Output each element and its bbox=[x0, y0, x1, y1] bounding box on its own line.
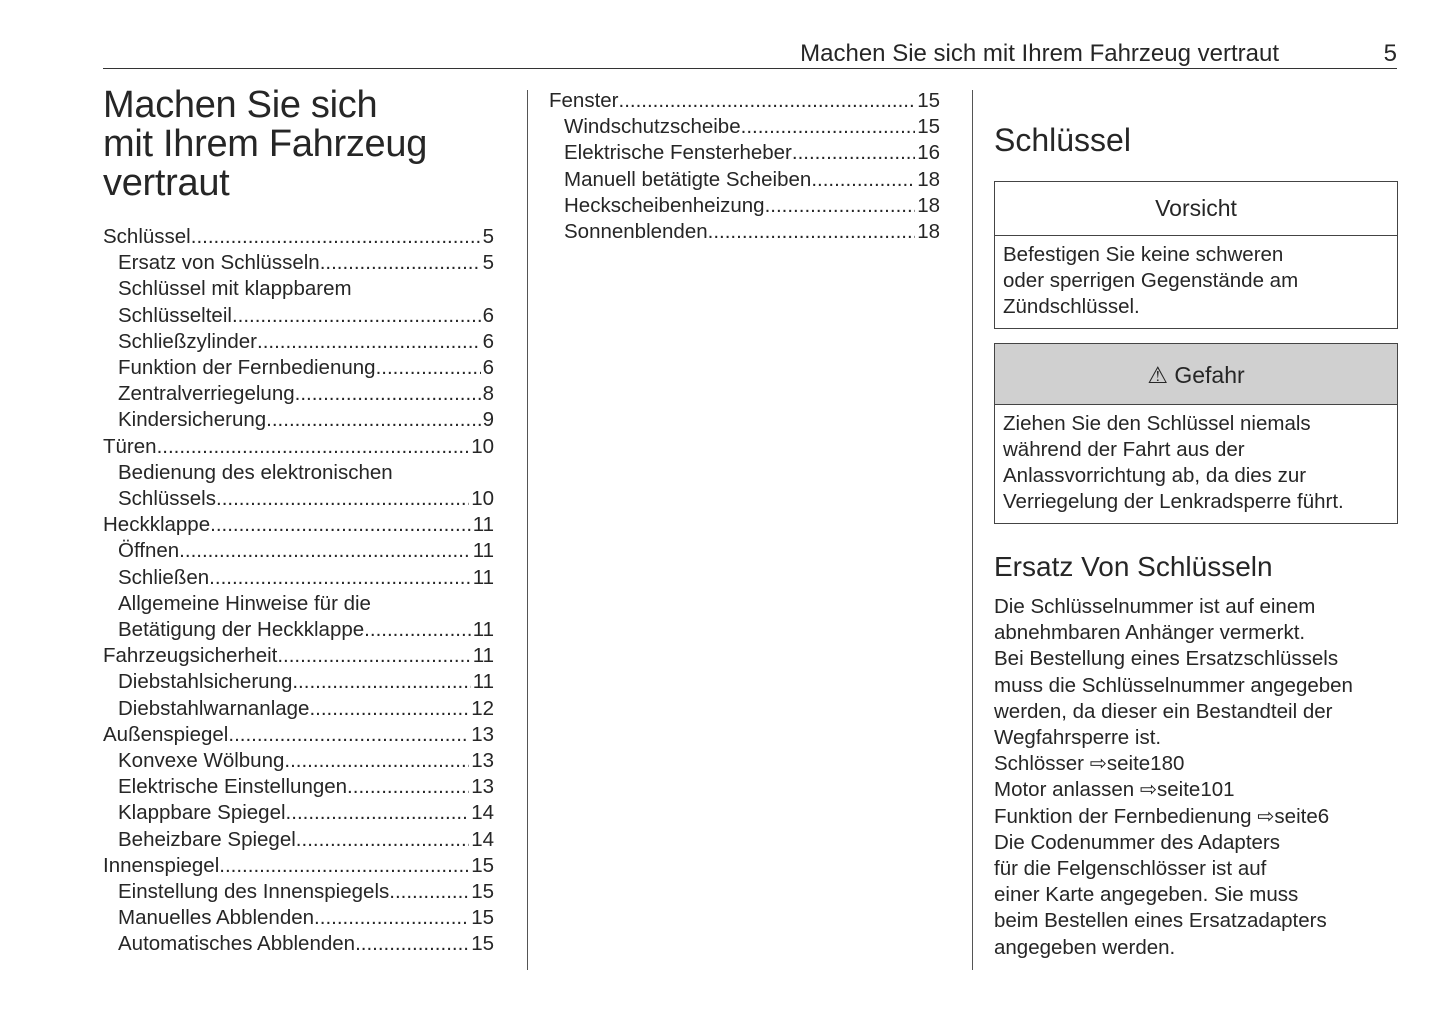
toc-entry-page: 14 bbox=[471, 827, 494, 851]
caution-box bbox=[994, 181, 1398, 329]
text-line: Bei Bestellung eines Ersatzschlüssels bbox=[994, 647, 1339, 671]
dot-leader bbox=[314, 905, 469, 931]
toc-entry-page: 15 bbox=[471, 906, 494, 930]
dot-leader bbox=[257, 329, 481, 355]
danger-header bbox=[995, 344, 1397, 405]
toc-entry-lead: Allgemeine Hinweise für die bbox=[118, 591, 371, 615]
toc-entry[interactable] bbox=[103, 355, 494, 381]
toc-entry-page: 18 bbox=[917, 193, 940, 217]
toc-entry-page: 8 bbox=[482, 382, 494, 406]
toc-entry-text: Einstellung des Innenspiegels bbox=[118, 880, 390, 904]
column-divider bbox=[972, 90, 973, 970]
toc-entry-text: Kindersicherung bbox=[118, 408, 267, 432]
dot-leader bbox=[209, 565, 471, 591]
page-number: 5 bbox=[1383, 40, 1397, 67]
toc-entry-text: Schlüsselteil bbox=[118, 303, 232, 327]
dot-leader bbox=[232, 303, 481, 329]
dot-leader bbox=[266, 407, 480, 433]
toc-entry-page: 11 bbox=[472, 670, 494, 694]
toc-entry[interactable] bbox=[103, 853, 494, 879]
toc-entry[interactable] bbox=[103, 905, 494, 931]
toc-entry-text: Diebstahlwarnanlage bbox=[118, 696, 310, 720]
dot-leader bbox=[295, 381, 481, 407]
toc-entry-text: Betätigung der Heckklappe bbox=[118, 618, 365, 642]
chapter-title bbox=[103, 86, 427, 203]
toc-entry[interactable] bbox=[103, 669, 494, 695]
text-line: Motor anlassen ⇨seite101 bbox=[994, 778, 1235, 802]
toc-entry-page: 14 bbox=[471, 801, 494, 825]
running-header bbox=[103, 38, 1397, 69]
toc-entry[interactable] bbox=[103, 512, 494, 538]
column-divider bbox=[527, 90, 528, 970]
toc-entry-page: 13 bbox=[471, 749, 494, 773]
toc-entry-text: Fahrzeugsicherheit bbox=[103, 644, 278, 668]
toc-entry[interactable] bbox=[103, 224, 494, 250]
danger-text bbox=[995, 405, 1397, 523]
dot-leader bbox=[708, 219, 916, 245]
toc-entry-text: Fenster bbox=[549, 89, 619, 112]
toc-entry-text: Beheizbare Spiegel bbox=[118, 827, 296, 851]
dot-leader bbox=[284, 748, 469, 774]
section-title: Schlüssel bbox=[994, 122, 1131, 158]
text-line: muss die Schlüsselnummer angegeben bbox=[994, 673, 1353, 697]
dot-leader bbox=[179, 538, 471, 564]
dot-leader bbox=[219, 853, 469, 879]
toc-entry-lead: Bedienung des elektronischen bbox=[118, 460, 393, 484]
text-line: für die Felgenschlösser ist auf bbox=[994, 857, 1267, 881]
toc-entry-page: 11 bbox=[472, 618, 494, 642]
dot-leader bbox=[792, 140, 915, 166]
toc-entry[interactable] bbox=[103, 879, 494, 905]
text-line: angegeben werden. bbox=[994, 935, 1176, 959]
toc-entry-text: Elektrische Fensterheber bbox=[564, 141, 792, 165]
dot-leader bbox=[376, 355, 481, 381]
toc-entry-text: Konvexe Wölbung bbox=[118, 749, 285, 773]
toc-entry[interactable] bbox=[103, 774, 494, 800]
dot-leader bbox=[292, 669, 470, 695]
toc-entry-page: 15 bbox=[917, 115, 940, 139]
toc-entry[interactable] bbox=[103, 643, 494, 669]
toc-entry[interactable] bbox=[103, 565, 494, 591]
dot-leader bbox=[355, 931, 469, 957]
toc-entry-text: Manuell betätigte Scheiben bbox=[564, 167, 812, 191]
caution-title: Vorsicht bbox=[995, 182, 1397, 236]
dot-leader bbox=[765, 193, 916, 219]
dot-leader bbox=[347, 774, 469, 800]
toc-entry[interactable] bbox=[103, 538, 494, 564]
toc-entry-page: 9 bbox=[482, 408, 494, 432]
toc-entry-text: Klappbare Spiegel bbox=[118, 801, 286, 825]
dot-leader bbox=[191, 224, 481, 250]
text-line: Befestigen Sie keine schweren bbox=[1003, 243, 1284, 266]
title-line: mit Ihrem Fahrzeug bbox=[103, 123, 428, 165]
toc-entry-page: 6 bbox=[482, 356, 494, 380]
toc-entry[interactable] bbox=[103, 931, 494, 957]
toc-entry-page: 13 bbox=[471, 775, 494, 799]
toc-entry-text: Windschutzscheibe bbox=[564, 115, 741, 139]
title-line: Machen Sie sich bbox=[103, 84, 378, 126]
toc-entry[interactable] bbox=[103, 303, 494, 329]
toc-entry-text: Heckklappe bbox=[103, 513, 211, 537]
toc-entry-page: 13 bbox=[471, 722, 494, 746]
toc-entry-page: 5 bbox=[482, 251, 494, 275]
text-line: Schlösser ⇨seite180 bbox=[994, 752, 1185, 776]
toc-entry[interactable] bbox=[549, 167, 940, 193]
dot-leader bbox=[277, 643, 470, 669]
toc-entry-text: Außenspiegel bbox=[103, 722, 229, 746]
toc-entry-page: 15 bbox=[471, 880, 494, 904]
toc-entry-text: Schließzylinder bbox=[118, 329, 257, 353]
body-paragraph bbox=[994, 594, 1353, 961]
toc-entry[interactable] bbox=[103, 434, 494, 460]
toc-entry[interactable] bbox=[103, 250, 494, 276]
dot-leader bbox=[619, 88, 916, 114]
text-line: Anlassvorrichtung ab, da dies zur bbox=[1003, 464, 1307, 487]
text-line: während der Fahrt aus der bbox=[1003, 438, 1245, 461]
subsection-title: Ersatz Von Schlüsseln bbox=[994, 551, 1273, 582]
toc-entry[interactable] bbox=[549, 140, 940, 166]
toc-middle bbox=[549, 88, 940, 245]
toc-entry-page: 11 bbox=[472, 539, 494, 563]
text-line: Funktion der Fernbedienung ⇨seite6 bbox=[994, 804, 1330, 828]
text-line: Zündschlüssel. bbox=[1003, 295, 1140, 318]
dot-leader bbox=[389, 879, 469, 905]
toc-entry-text: Zentralverriegelung bbox=[118, 382, 295, 406]
toc-entry-page: 12 bbox=[471, 696, 494, 720]
text-line: einer Karte angegeben. Sie muss bbox=[994, 883, 1299, 907]
toc-entry-text: Automatisches Abblenden bbox=[118, 932, 356, 956]
text-line: Ziehen Sie den Schlüssel niemals bbox=[1003, 412, 1311, 435]
toc-left bbox=[103, 224, 494, 958]
dot-leader bbox=[286, 800, 470, 826]
toc-entry-text: Öffnen bbox=[118, 539, 180, 563]
toc-entry[interactable] bbox=[103, 696, 494, 722]
toc-entry[interactable] bbox=[103, 827, 494, 853]
text-line: abnehmbaren Anhänger vermerkt. bbox=[994, 621, 1306, 645]
dot-leader bbox=[216, 486, 469, 512]
toc-entry-text: Heckscheibenheizung bbox=[564, 193, 765, 217]
toc-entry[interactable] bbox=[549, 88, 940, 114]
warning-icon: ⚠ bbox=[1147, 362, 1168, 388]
toc-entry-text: Schlüssels bbox=[118, 487, 216, 511]
text-line: Die Codenummer des Adapters bbox=[994, 830, 1281, 854]
text-line: Wegfahrsperre ist. bbox=[994, 726, 1162, 750]
toc-entry[interactable] bbox=[549, 219, 940, 245]
toc-entry-page: 18 bbox=[917, 220, 940, 244]
toc-entry[interactable] bbox=[103, 748, 494, 774]
dot-leader bbox=[364, 617, 471, 643]
toc-entry[interactable] bbox=[549, 193, 940, 219]
toc-entry-text: Funktion der Fernbedienung bbox=[118, 356, 376, 380]
toc-entry-text: Ersatz von Schlüsseln bbox=[118, 251, 320, 275]
toc-entry-text: Türen bbox=[103, 434, 157, 458]
toc-entry[interactable] bbox=[103, 800, 494, 826]
toc-entry[interactable] bbox=[103, 329, 494, 355]
toc-entry-page: 15 bbox=[471, 853, 494, 877]
toc-entry-page: 16 bbox=[917, 141, 940, 165]
dot-leader bbox=[296, 827, 469, 853]
toc-entry-page: 5 bbox=[482, 225, 494, 248]
toc-entry[interactable] bbox=[103, 617, 494, 643]
toc-entry[interactable] bbox=[103, 381, 494, 407]
toc-entry-text: Innenspiegel bbox=[103, 853, 220, 877]
toc-entry-page: 6 bbox=[482, 329, 494, 353]
toc-entry-page: 6 bbox=[482, 303, 494, 327]
toc-entry[interactable] bbox=[103, 486, 494, 512]
toc-entry-page: 11 bbox=[472, 513, 494, 537]
dot-leader bbox=[228, 722, 469, 748]
danger-title: Gefahr bbox=[1174, 362, 1245, 388]
toc-entry-text: Elektrische Einstellungen bbox=[118, 775, 348, 799]
toc-entry-lead: Schlüssel mit klappbarem bbox=[118, 277, 352, 301]
toc-entry-page: 15 bbox=[471, 932, 494, 956]
text-line: werden, da dieser ein Bestandteil der bbox=[994, 699, 1333, 723]
toc-entry-page: 15 bbox=[917, 89, 940, 112]
toc-entry-page: 11 bbox=[472, 644, 494, 668]
text-line: oder sperrigen Gegenstände am bbox=[1003, 269, 1299, 292]
dot-leader bbox=[811, 167, 915, 193]
toc-entry-text: Manuelles Abblenden bbox=[118, 906, 315, 930]
toc-entry-page: 18 bbox=[917, 167, 940, 191]
toc-entry-page: 10 bbox=[471, 487, 494, 511]
dot-leader bbox=[309, 696, 469, 722]
dot-leader bbox=[157, 434, 470, 460]
toc-entry[interactable] bbox=[103, 722, 494, 748]
text-line: Verriegelung der Lenkradsperre führt. bbox=[1003, 490, 1344, 513]
header-title: Machen Sie sich mit Ihrem Fahrzeug vertraut bbox=[800, 40, 1279, 67]
toc-entry-text: Schlüssel bbox=[103, 225, 191, 248]
title-line: vertraut bbox=[103, 162, 230, 204]
toc-entry[interactable] bbox=[103, 407, 494, 433]
toc-entry-text: Sonnenblenden bbox=[564, 220, 708, 244]
dot-leader bbox=[741, 114, 916, 140]
text-line: Die Schlüsselnummer ist auf einem bbox=[994, 595, 1316, 618]
danger-box bbox=[994, 343, 1398, 524]
dot-leader bbox=[210, 512, 471, 538]
toc-entry-page: 11 bbox=[472, 565, 494, 589]
toc-entry-text: Schließen bbox=[118, 565, 210, 589]
toc-entry-page: 10 bbox=[471, 434, 494, 458]
toc-entry-text: Diebstahlsicherung bbox=[118, 670, 293, 694]
caution-text bbox=[995, 236, 1397, 328]
text-line: beim Bestellen eines Ersatzadapters bbox=[994, 909, 1327, 933]
toc-entry[interactable] bbox=[549, 114, 940, 140]
dot-leader bbox=[320, 250, 481, 276]
